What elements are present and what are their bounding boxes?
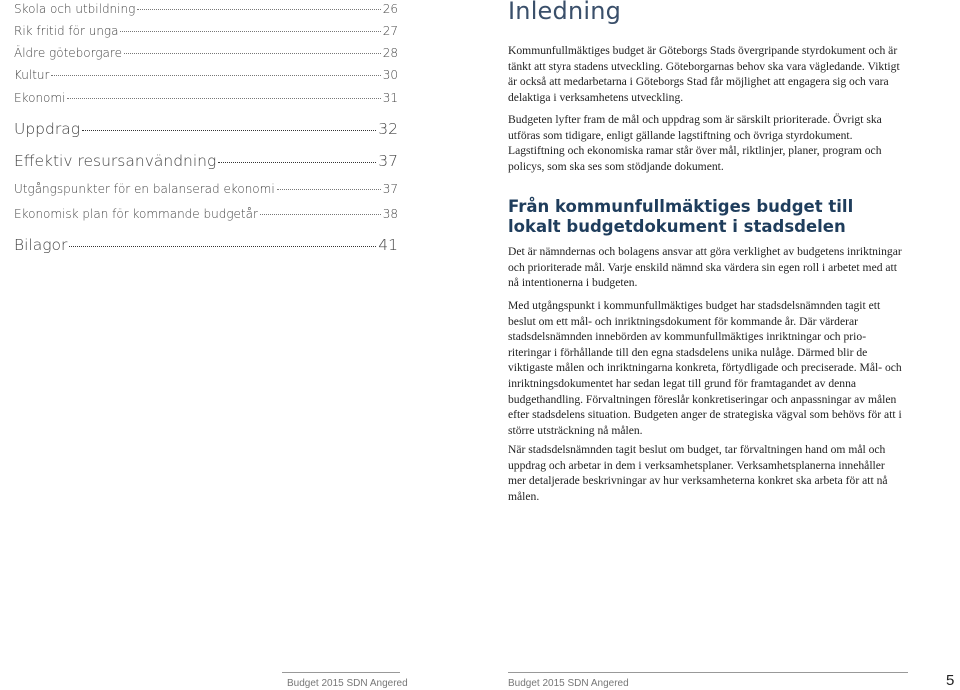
toc-entry-label: Utgångspunkter för en balanserad ekonomi <box>14 182 275 196</box>
toc-entry-label: Bilagor <box>14 236 68 254</box>
page-number: 5 <box>946 672 955 689</box>
toc-entry-label: Äldre göteborgare <box>14 46 122 60</box>
intro-paragraph-2: Budgeten lyfter fram de mål och uppdrag som är särskilt prioriterade. Övrigt ska utföras som tidigare, enligt gällande lagstiftning och övriga styrdokument. Lagstiftning och ekonomiska ramar står över mål, riktlinjer, planer, program och policys, som ska ses som stödjande dokument. <box>508 113 882 173</box>
footer-rule-right <box>508 672 908 673</box>
toc-entry-label: Ekonomi <box>14 91 66 105</box>
toc-leader-dots <box>51 75 380 76</box>
toc-entry[interactable] <box>14 46 398 60</box>
toc-entry[interactable] <box>14 207 398 221</box>
toc-entry-label: Skola och utbildning <box>14 2 136 16</box>
toc-entry[interactable] <box>14 91 398 105</box>
toc-entry-page: 26 <box>382 2 398 16</box>
footer-text-right: Budget 2015 SDN Angered <box>508 678 629 689</box>
toc-entry-label: Kultur <box>14 68 50 82</box>
toc-entry[interactable] <box>14 68 398 82</box>
toc-entry-page: 37 <box>378 152 398 170</box>
toc-leader-dots <box>218 162 376 163</box>
body-paragraph-3: När stadsdelsnämnden tagit beslut om budget, tar förvaltningen hand om mål och uppdrag och arbetar in dem i verksamhetsplaner. Verksamhetsplanerna innehåller mer detaljerade beskrivningar av hur verksamheterna konkret ska arbeta för att nå målen. <box>508 443 888 503</box>
toc-entry-label: Effektiv resursanvändning <box>14 152 217 170</box>
toc-leader-dots <box>277 189 381 190</box>
page-title: Inledning <box>508 0 622 25</box>
body-paragraph-2: Med utgångspunkt i kommunfullmäktiges budget har stadsdelsnämnden tagit ett beslut om ett mål- och inriktningsdokument för kommande år. Där värderar stadsdelsnämnden innebörden av kommunfullmäktiges inriktningar och prioriteringar i förhållande till den egna stadsdelens unika nulåge. Därmed blir de viktigaste målen och inriktningarna konkreta, förtydligade och preciserade. Mål- och inriktningsdokumentet har sedan legat till grund för framtagandet av denna budgethandling. Förvaltningen föreslår konkretiseringar och anpassningar av målen efter stadsdelens situation. Budgeten anger de strategiska vägval som behövs för att i större utsträckning nå målen. <box>508 299 902 437</box>
toc-entry-label: Uppdrag <box>14 120 81 138</box>
footer-rule-left <box>282 672 400 673</box>
toc-entry[interactable] <box>14 182 398 196</box>
toc-leader-dots <box>82 130 376 131</box>
toc-entry-label: Rik fritid för unga <box>14 24 119 38</box>
toc-section-entry[interactable] <box>14 236 398 254</box>
footer-text-left: Budget 2015 SDN Angered <box>287 678 408 689</box>
toc-entry-label: Ekonomisk plan för kommande budgetår <box>14 207 258 221</box>
toc-entry-page: 37 <box>382 182 398 196</box>
toc-entry[interactable] <box>14 24 398 38</box>
toc-leader-dots <box>67 98 380 99</box>
toc-leader-dots <box>124 53 381 54</box>
toc-entry-page: 28 <box>382 46 398 60</box>
toc-entry-page: 27 <box>382 24 398 38</box>
toc-entry-page: 38 <box>382 207 398 221</box>
toc-entry-page: 31 <box>382 91 398 105</box>
toc-entry[interactable] <box>14 2 398 16</box>
toc-leader-dots <box>120 31 380 32</box>
toc-leader-dots <box>137 9 380 10</box>
toc-entry-page: 30 <box>382 68 398 82</box>
body-paragraph-1: Det är nämndernas och bolagens ansvar att göra verklighet av budgetens inriktningar och prioriterade mål. Varje enskild nämnd ska värdera sin egen roll i arbetet med att nå intentionerna i budgeten. <box>508 245 902 290</box>
toc-section-entry[interactable] <box>14 120 398 138</box>
section-heading: Från kommunfullmäktiges budget till lokalt budgetdokument i stadsdelen <box>508 197 854 236</box>
toc-leader-dots <box>69 246 376 247</box>
toc-entry-page: 41 <box>378 236 398 254</box>
intro-paragraph-1: Kommunfullmäktiges budget är Göteborgs Stads övergripande styrdokument och är tänkt att styra stadens utveckling. Göteborgarnas behov ska vara vägledande. Viktigt är också att medarbetarna i Göteborgs Stad får möjlighet att engagera sig och vara delaktiga i verksamhetens utveckling. <box>508 44 900 104</box>
toc-entry-page: 32 <box>378 120 398 138</box>
toc-leader-dots <box>260 214 381 215</box>
toc-section-entry[interactable] <box>14 152 398 170</box>
